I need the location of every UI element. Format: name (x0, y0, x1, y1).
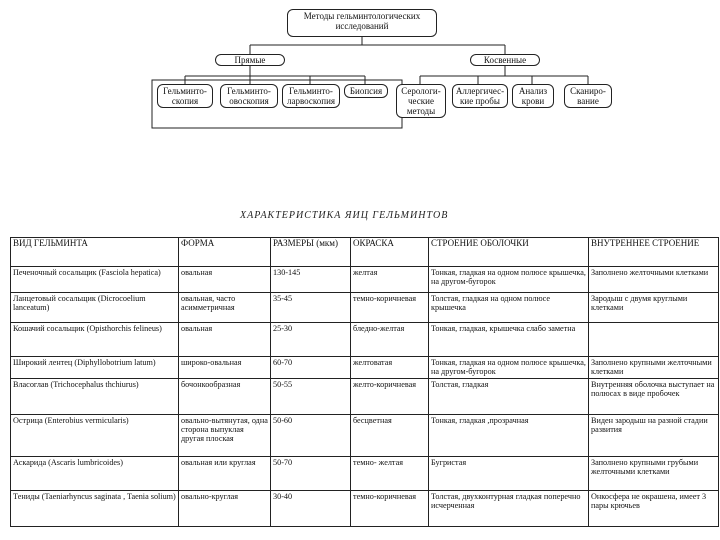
cell-color: желтоватая (351, 357, 429, 379)
method-box-helminthoscopy (157, 84, 213, 108)
cell-shell: Толстая, гладкая на одном полюсе крышечка (429, 293, 589, 323)
cell-size: 130-145 (271, 267, 351, 293)
method-box-allergy (452, 84, 508, 108)
cell-inner: Внутренняя оболочка выступает на полюсах в виде пробочек (589, 379, 719, 415)
cell-shell: Толстая, гладкая (429, 379, 589, 415)
method-label: Биопсия (349, 86, 383, 96)
indirect-methods-box (470, 54, 540, 66)
cell-species: Аскарида (Ascaris lumbricoides) (11, 457, 179, 491)
methods-root-label: Методы гельминтологических исследований (303, 11, 421, 31)
cell-form: овально-вытянутая, одна сторона выпуклая другая плоская (179, 415, 271, 457)
table-row (11, 357, 719, 379)
method-label: Серологи-ческие методы (401, 86, 441, 116)
header-species: ВИД ГЕЛЬМИНТА (11, 238, 179, 267)
cell-shell: Тонкая, гладкая на одном полюсе крышечка, на другом-бугорок (429, 357, 589, 379)
direct-methods-label: Прямые (234, 55, 266, 65)
cell-inner (589, 323, 719, 357)
header-inner: ВНУТРЕННЕЕ СТРОЕНИЕ (589, 238, 719, 267)
cell-species: Власоглав (Trichocephalus thchiurus) (11, 379, 179, 415)
direct-methods-box (215, 54, 285, 66)
cell-shell: Бугристая (429, 457, 589, 491)
cell-size: 50-60 (271, 415, 351, 457)
method-box-larvoscopy (282, 84, 340, 108)
cell-inner: Заполнено крупными грубыми желточными клетками (589, 457, 719, 491)
table-row (11, 293, 719, 323)
cell-form: овальная (179, 267, 271, 293)
cell-color: темно- желтая (351, 457, 429, 491)
cell-color: бледно-желтая (351, 323, 429, 357)
table-row (11, 379, 719, 415)
table-row (11, 491, 719, 527)
cell-color: бесцветная (351, 415, 429, 457)
cell-species: Кошачий сосальщик (Opisthorchis felineus) (11, 323, 179, 357)
cell-species: Широкий лентец (Diphyllobotrium latum) (11, 357, 179, 379)
cell-inner: Онкосфера не окрашена, имеет 3 пары крючьев (589, 491, 719, 527)
cell-species: Ланцетовый сосальщик (Dicrocoelium lanceatum) (11, 293, 179, 323)
method-label: Анализ крови (518, 86, 548, 106)
cell-shell: Тонкая, гладкая на одном полюсе крышечка, на другом-бугорок (429, 267, 589, 293)
method-box-scanning (564, 84, 612, 108)
cell-shell: Тонкая, гладкая, крышечка слабо заметна (429, 323, 589, 357)
table-row (11, 323, 719, 357)
cell-size: 50-70 (271, 457, 351, 491)
table-title: ХАРАКТЕРИСТИКА ЯИЦ ГЕЛЬМИНТОВ (240, 210, 449, 221)
cell-shell: Тонкая, гладкая ,прозрачная (429, 415, 589, 457)
table-row (11, 457, 719, 491)
cell-form: широко-овальная (179, 357, 271, 379)
header-size: РАЗМЕРЫ (мкм) (271, 238, 351, 267)
method-label: Сканиро-вание (570, 86, 606, 106)
method-box-blood-test (512, 84, 554, 108)
method-label: Гельминто-скопия (163, 86, 207, 106)
cell-form: овально-круглая (179, 491, 271, 527)
cell-species: Тениды (Taeniarhyncus saginata , Taenia solium) (11, 491, 179, 527)
header-form: ФОРМА (179, 238, 271, 267)
cell-size: 30-40 (271, 491, 351, 527)
header-shell: СТРОЕНИЕ ОБОЛОЧКИ (429, 238, 589, 267)
cell-inner: Зародыш с двумя круглыми клетками (589, 293, 719, 323)
cell-inner: Заполнено крупными желточными клетками (589, 357, 719, 379)
table-header-row (11, 238, 719, 267)
cell-form: бочонкообразная (179, 379, 271, 415)
method-box-biopsy (344, 84, 388, 98)
cell-size: 25-30 (271, 323, 351, 357)
cell-species: Острица (Enterobius vermicularis) (11, 415, 179, 457)
cell-inner: Виден зародыш на разной стадии развития (589, 415, 719, 457)
method-box-serology (396, 84, 446, 118)
method-box-ovoscopy (220, 84, 278, 108)
cell-inner: Заполнено желточными клетками (589, 267, 719, 293)
cell-form: овальная (179, 323, 271, 357)
cell-color: темно-коричневая (351, 293, 429, 323)
cell-size: 35-45 (271, 293, 351, 323)
cell-color: желто-коричневая (351, 379, 429, 415)
cell-color: желтая (351, 267, 429, 293)
method-label: Аллергичес-кие пробы (455, 86, 505, 106)
cell-size: 50-55 (271, 379, 351, 415)
table-row (11, 267, 719, 293)
cell-color: темно-коричневая (351, 491, 429, 527)
cell-form: овальная или круглая (179, 457, 271, 491)
cell-form: овальная, часто асимметричная (179, 293, 271, 323)
helminth-eggs-table (10, 237, 719, 527)
cell-shell: Толстая, двухконтурная гладкая поперечно исчерченная (429, 491, 589, 527)
table-row (11, 415, 719, 457)
header-color: ОКРАСКА (351, 238, 429, 267)
indirect-methods-label: Косвенные (483, 55, 527, 65)
cell-species: Печеночный сосальщик (Fasciola hepatica) (11, 267, 179, 293)
method-label: Гельминто-ларвоскопия (286, 86, 336, 106)
methods-root-box (287, 9, 437, 37)
method-label: Гельминто-овоскопия (227, 86, 271, 106)
cell-size: 60-70 (271, 357, 351, 379)
